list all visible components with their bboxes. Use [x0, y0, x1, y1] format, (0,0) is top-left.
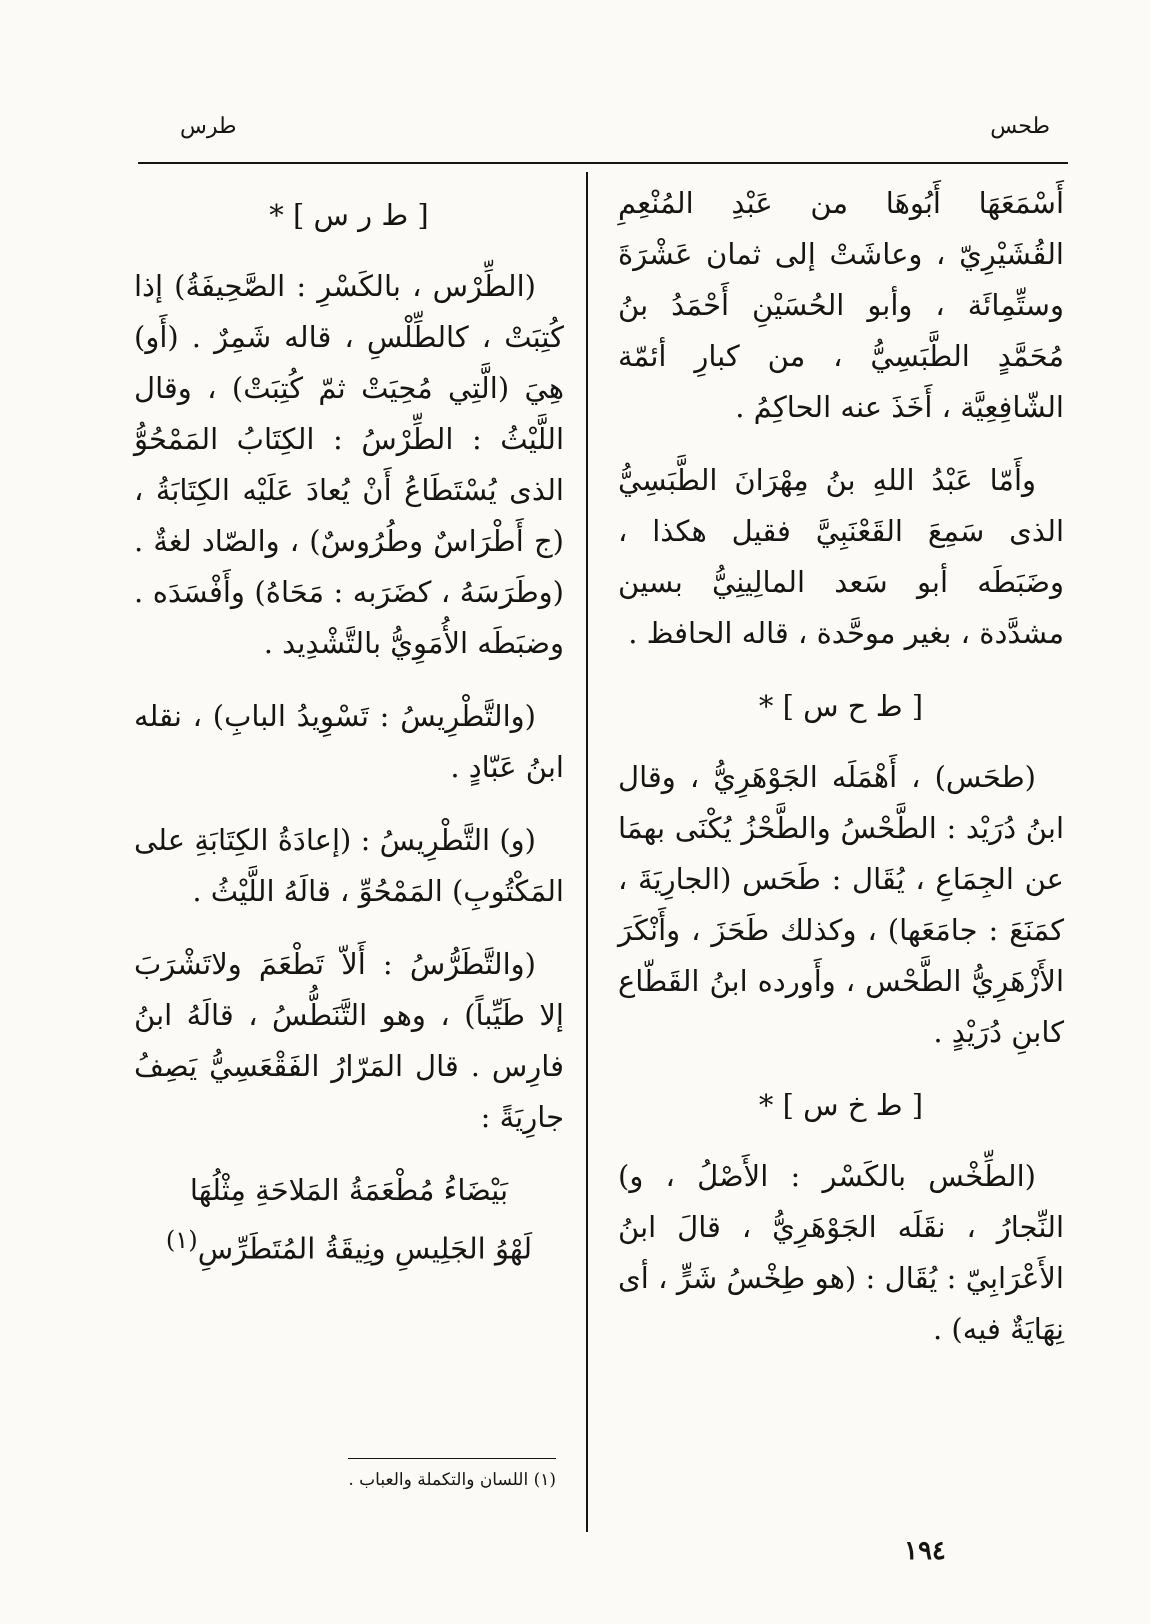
footnote-rule: [348, 1458, 556, 1459]
right-column: [618, 178, 1064, 1377]
paragraph: (طحَس) ، أَهْمَلَه الجَوْهَرِيُّ ، وقال ابنُ دُرَيْد : الطَّحْسُ والطَّحْزُ يُكْنَى بهمَا عن الجِمَاعِ ، يُقَال : طَحَس (الجارِيَةَ ، كمَنَعَ : جامَعَها) ، وكذلك طَحَزَ ، وأَنْكَرَ الأَزْهَرِيُّ الطَّحْس ، وأَورده ابنُ القَطّاع كابنِ دُرَيْدٍ .: [618, 760, 1064, 1049]
footnote: (١) اللسان والتكملة والعباب .: [348, 1470, 556, 1490]
paragraph: أَسْمَعَهَا أَبُوهَا من عَبْدِ المُنْعِمِ القُشَيْرِيّ ، وعاشَتْ إلى ثمان عَشْرَةَ وستِّمِائَة ، وأبو الحُسَيْنِ أَحْمَدُ بنُ مُحَمَّدٍ الطَّبَسِيُّ ، من كبارِ أئمّة الشّافِعِيَّة ، أَخَذَ عنه الحاكِمُ .: [618, 186, 1064, 424]
paragraph: (الطِّرْس ، بالكَسْرِ : الصَّحِيفَةُ) إذا كُتِبَتْ ، كالطِّلْسِ ، قاله شَمِرٌ . (أَو) هِيَ (الَّتِي مُحِيَتْ ثمّ كُتِبَتْ) ، وقال اللَّيْثُ : الطِّرْسُ : الكِتَابُ المَمْحُوُّ الذى يُسْتَطَاعُ أَنْ يُعادَ عَلَيْه الكِتَابَةُ ، (ج أَطْرَاسٌ وطُرُوسٌ) ، والصّاد لغةٌ . (وطَرَسَهُ ، كضَرَبه : مَحَاهُ) وأَفْسَدَه . وضبَطَه الأُمَوِيُّ بالتَّشْدِيد .: [134, 269, 564, 660]
entry-heading: [ ط ح س ] *: [758, 689, 924, 723]
paragraph: وأَمّا عَبْدُ اللهِ بنُ مِهْرَانَ الطَّبَسِيُّ الذى سَمِعَ القَعْنَبِيَّ فقيل هكذا ، وضَبَطَه أبو سَعد المالِينِيُّ بسين مشدَّدة ، بغير موحَّدة ، قاله الحافظ .: [618, 463, 1064, 650]
page-number: ١٩٤: [904, 1536, 946, 1566]
left-column: [134, 178, 564, 1296]
verse: [134, 1165, 564, 1274]
entry-heading: [ ط خ س ] *: [758, 1088, 924, 1122]
entry-heading: [ ط ر س ] *: [269, 198, 429, 232]
verse-line: [134, 1215, 564, 1274]
paragraph: (الطِّخْس بالكَسْر : الأَصْلُ ، و) النِّجارُ ، نقَلَه الجَوْهَرِيُّ ، قالَ ابنُ الأَعْرَابِيّ : يُقَال : (هو طِخْسُ شَرٍّ ، أى نِهَايَةٌ فيه) .: [618, 1159, 1064, 1346]
footnote-marker: (١): [165, 1226, 198, 1254]
verse-line: بَيْضَاءُ مُطْعَمَةُ المَلاحَةِ مِثْلُهَا: [189, 1173, 509, 1207]
paragraph: (والتَّطَرُّسُ : أَلاّ تَطْعَمَ ولاتَشْرَبَ إلا طَيِّباً) ، وهو التَّنَطُّسُ ، قالَهُ ابنُ فارِس . قال المَرّارُ الفَقْعَسِيُّ يَصِفُ جارِيَةً :: [134, 947, 564, 1134]
paragraph: (و) التَّطْرِيسُ : (إعادَةُ الكِتَابَةِ على المَكْتُوبِ) المَمْحُوِّ ، قالَهُ اللَّيْثُ .: [134, 823, 564, 908]
verse-text: لَهْوُ الجَلِيسِ ونِيقَةُ المُتَطَرِّسِ: [197, 1231, 533, 1266]
column-divider: [586, 172, 588, 1532]
running-head-left: طرس: [180, 114, 237, 139]
running-head-right: طحس: [990, 114, 1050, 139]
header-rule: [138, 162, 1068, 164]
paragraph: (والتَّطْرِيسُ : تَسْوِيدُ البابِ) ، نقله ابنُ عَبّادٍ .: [134, 699, 564, 784]
